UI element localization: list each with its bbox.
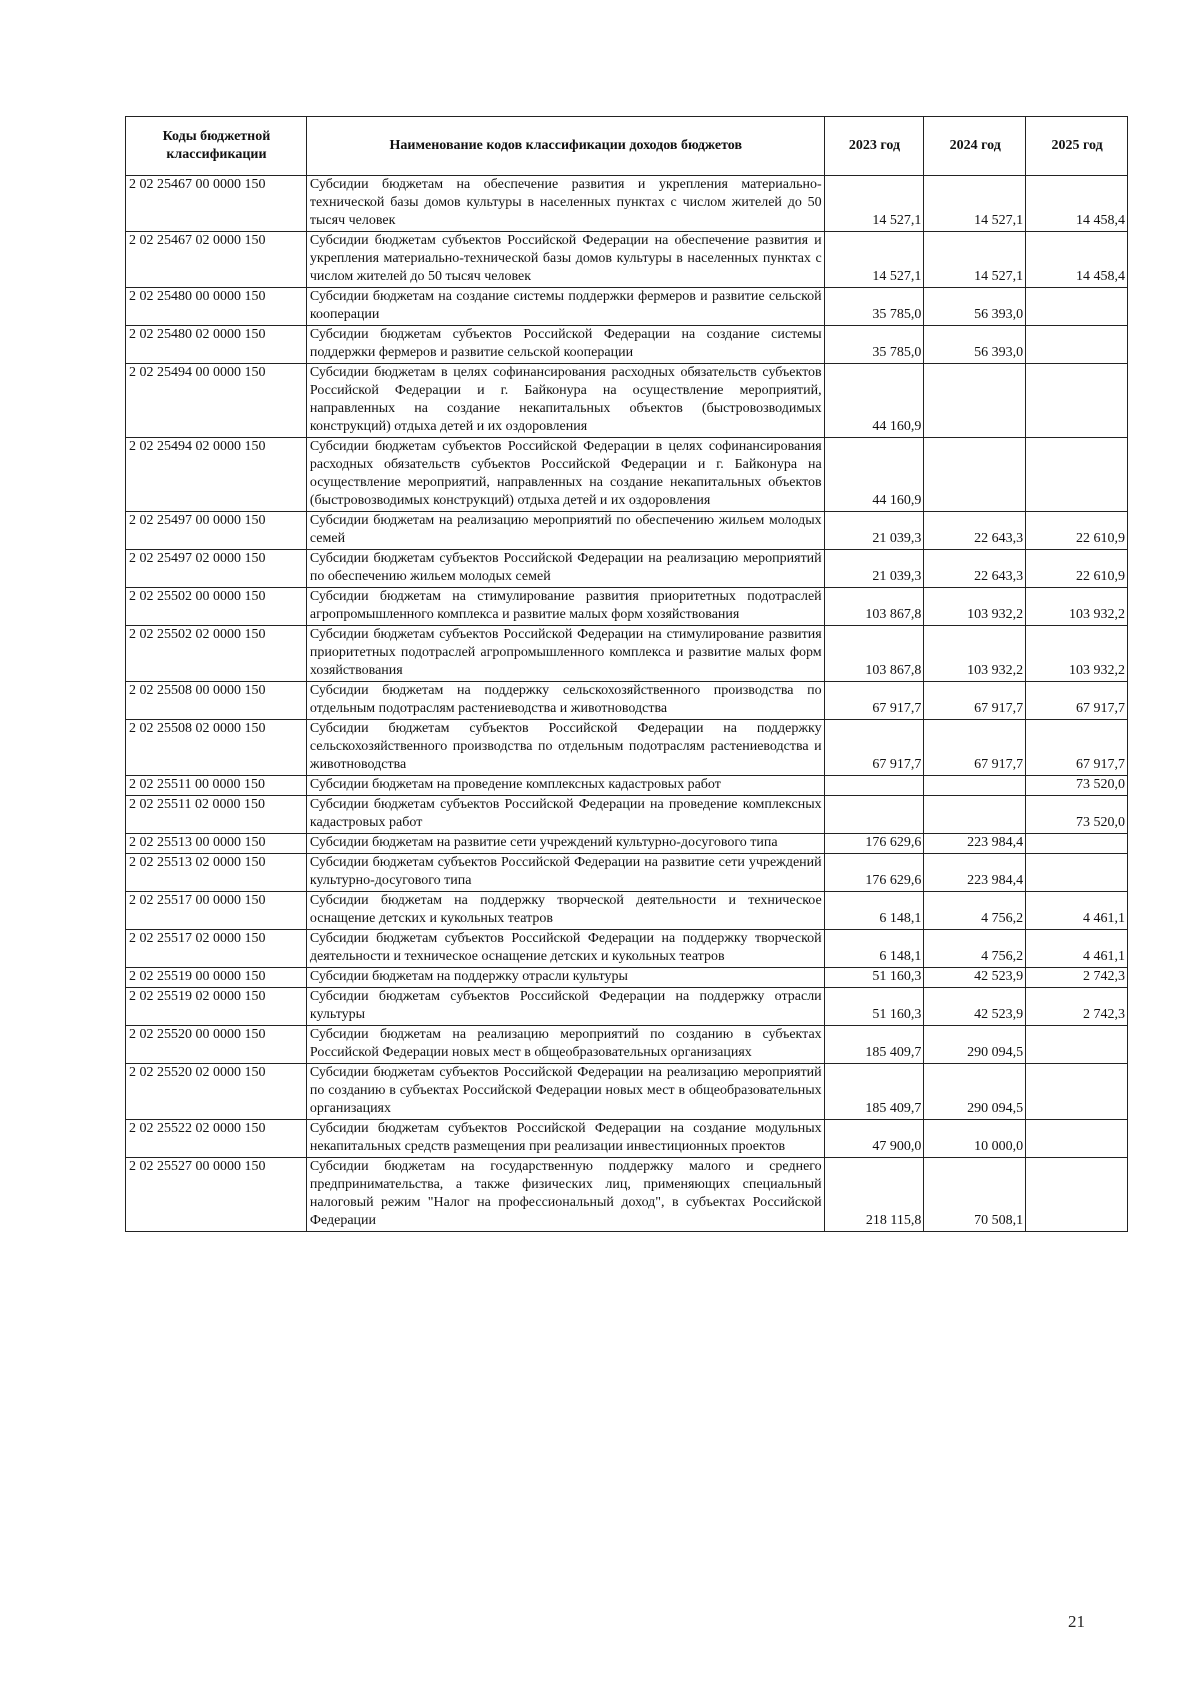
cell-code: 2 02 25502 02 0000 150 <box>126 626 307 682</box>
cell-name: Субсидии бюджетам на поддержку сельскохозяйственного производства по отдельным подотраслям растениеводства и животноводства <box>306 682 824 720</box>
cell-2023: 47 900,0 <box>824 1120 924 1158</box>
table-row <box>126 834 1128 854</box>
cell-code: 2 02 25517 00 0000 150 <box>126 892 307 930</box>
cell-2025 <box>1026 288 1128 326</box>
header-2023: 2023 год <box>824 117 924 176</box>
cell-code: 2 02 25494 00 0000 150 <box>126 364 307 438</box>
cell-2023: 6 148,1 <box>824 930 924 968</box>
cell-2024: 70 508,1 <box>924 1158 1026 1232</box>
cell-name: Субсидии бюджетам субъектов Российской Федерации на обеспечение развития и укрепления материально-технической базы домов культуры в населенных пунктах с числом жителей до 50 тысяч человек <box>306 232 824 288</box>
cell-2025: 4 461,1 <box>1026 892 1128 930</box>
cell-name: Субсидии бюджетам на государственную поддержку малого и среднего предпринимательства, а также физических лиц, применяющих специальный налоговый режим "Налог на профессиональный доход", в субъектах Российской Федерации <box>306 1158 824 1232</box>
table-row <box>126 968 1128 988</box>
cell-2025: 2 742,3 <box>1026 968 1128 988</box>
cell-2025 <box>1026 326 1128 364</box>
cell-2025 <box>1026 834 1128 854</box>
table-row <box>126 438 1128 512</box>
cell-2025: 4 461,1 <box>1026 930 1128 968</box>
cell-2023 <box>824 776 924 796</box>
cell-2025: 67 917,7 <box>1026 720 1128 776</box>
cell-2023: 176 629,6 <box>824 854 924 892</box>
cell-2024: 223 984,4 <box>924 834 1026 854</box>
table-row <box>126 930 1128 968</box>
cell-2024 <box>924 796 1026 834</box>
cell-code: 2 02 25497 02 0000 150 <box>126 550 307 588</box>
cell-2023: 67 917,7 <box>824 682 924 720</box>
cell-code: 2 02 25508 02 0000 150 <box>126 720 307 776</box>
cell-code: 2 02 25513 00 0000 150 <box>126 834 307 854</box>
cell-code: 2 02 25480 00 0000 150 <box>126 288 307 326</box>
header-code: Коды бюджетной классификации <box>126 117 307 176</box>
header-2025: 2025 год <box>1026 117 1128 176</box>
cell-name: Субсидии бюджетам субъектов Российской Федерации на создание системы поддержки фермеров и развитие сельской кооперации <box>306 326 824 364</box>
cell-2025: 73 520,0 <box>1026 776 1128 796</box>
cell-2025: 14 458,4 <box>1026 232 1128 288</box>
cell-2025 <box>1026 438 1128 512</box>
cell-2023: 176 629,6 <box>824 834 924 854</box>
cell-2024: 42 523,9 <box>924 988 1026 1026</box>
cell-2023: 67 917,7 <box>824 720 924 776</box>
cell-2025 <box>1026 364 1128 438</box>
cell-2025 <box>1026 1120 1128 1158</box>
cell-2025: 103 932,2 <box>1026 588 1128 626</box>
cell-name: Субсидии бюджетам на реализацию мероприятий по созданию в субъектах Российской Федерации новых мест в общеобразовательных организациях <box>306 1026 824 1064</box>
cell-name: Субсидии бюджетам субъектов Российской Федерации на поддержку творческой деятельности и техническое оснащение детских и кукольных театров <box>306 930 824 968</box>
cell-2023: 35 785,0 <box>824 326 924 364</box>
cell-code: 2 02 25517 02 0000 150 <box>126 930 307 968</box>
cell-2023: 44 160,9 <box>824 364 924 438</box>
table-row <box>126 1120 1128 1158</box>
table-row <box>126 776 1128 796</box>
cell-2023: 35 785,0 <box>824 288 924 326</box>
cell-2023: 21 039,3 <box>824 512 924 550</box>
cell-2025: 67 917,7 <box>1026 682 1128 720</box>
cell-code: 2 02 25513 02 0000 150 <box>126 854 307 892</box>
cell-2024 <box>924 776 1026 796</box>
cell-2024: 290 094,5 <box>924 1064 1026 1120</box>
cell-2023: 185 409,7 <box>824 1064 924 1120</box>
cell-2023: 21 039,3 <box>824 550 924 588</box>
cell-2023: 14 527,1 <box>824 176 924 232</box>
cell-name: Субсидии бюджетам субъектов Российской Федерации на стимулирование развития приоритетных подотраслей агропромышленного комплекса и развитие малых форм хозяйствования <box>306 626 824 682</box>
cell-2025 <box>1026 1064 1128 1120</box>
table-row <box>126 232 1128 288</box>
table-row <box>126 1158 1128 1232</box>
cell-2024: 14 527,1 <box>924 232 1026 288</box>
cell-name: Субсидии бюджетам субъектов Российской Федерации на реализацию мероприятий по обеспечению жильем молодых семей <box>306 550 824 588</box>
cell-code: 2 02 25494 02 0000 150 <box>126 438 307 512</box>
cell-2023: 51 160,3 <box>824 968 924 988</box>
cell-2025: 2 742,3 <box>1026 988 1128 1026</box>
cell-code: 2 02 25480 02 0000 150 <box>126 326 307 364</box>
cell-name: Субсидии бюджетам субъектов Российской Федерации на поддержку сельскохозяйственного производства по отдельным подотраслям растениеводства и животноводства <box>306 720 824 776</box>
table-body <box>126 176 1128 1232</box>
cell-name: Субсидии бюджетам субъектов Российской Федерации в целях софинансирования расходных обязательств субъектов Российской Федерации и г. Байконура на осуществление мероприятий, направленных на создание некапитальных объектов (быстровозводимых конструкций) отдыха детей и их оздоровления <box>306 438 824 512</box>
cell-code: 2 02 25511 02 0000 150 <box>126 796 307 834</box>
cell-2025: 14 458,4 <box>1026 176 1128 232</box>
cell-2023: 103 867,8 <box>824 588 924 626</box>
table-row <box>126 796 1128 834</box>
header-name: Наименование кодов классификации доходов бюджетов <box>306 117 824 176</box>
cell-name: Субсидии бюджетам на поддержку творческой деятельности и техническое оснащение детских и кукольных театров <box>306 892 824 930</box>
cell-name: Субсидии бюджетам на поддержку отрасли культуры <box>306 968 824 988</box>
cell-code: 2 02 25497 00 0000 150 <box>126 512 307 550</box>
cell-2025: 103 932,2 <box>1026 626 1128 682</box>
cell-2023: 103 867,8 <box>824 626 924 682</box>
cell-2024 <box>924 364 1026 438</box>
table-row <box>126 1064 1128 1120</box>
cell-2023: 14 527,1 <box>824 232 924 288</box>
cell-code: 2 02 25520 02 0000 150 <box>126 1064 307 1120</box>
cell-2023 <box>824 796 924 834</box>
cell-2023: 51 160,3 <box>824 988 924 1026</box>
table-row <box>126 854 1128 892</box>
cell-2025: 22 610,9 <box>1026 512 1128 550</box>
cell-2025 <box>1026 854 1128 892</box>
cell-2024: 223 984,4 <box>924 854 1026 892</box>
cell-2025 <box>1026 1026 1128 1064</box>
table-row <box>126 326 1128 364</box>
table-row <box>126 1026 1128 1064</box>
cell-2023: 44 160,9 <box>824 438 924 512</box>
cell-code: 2 02 25467 00 0000 150 <box>126 176 307 232</box>
cell-2024: 67 917,7 <box>924 720 1026 776</box>
cell-2023: 6 148,1 <box>824 892 924 930</box>
cell-2024: 56 393,0 <box>924 326 1026 364</box>
table-row <box>126 892 1128 930</box>
cell-2025: 22 610,9 <box>1026 550 1128 588</box>
table-row <box>126 626 1128 682</box>
page-number: 21 <box>1068 1612 1085 1631</box>
cell-2024: 67 917,7 <box>924 682 1026 720</box>
cell-2025 <box>1026 1158 1128 1232</box>
cell-2024: 4 756,2 <box>924 930 1026 968</box>
header-2024: 2024 год <box>924 117 1026 176</box>
cell-2024: 14 527,1 <box>924 176 1026 232</box>
cell-2024: 10 000,0 <box>924 1120 1026 1158</box>
cell-2024: 4 756,2 <box>924 892 1026 930</box>
cell-name: Субсидии бюджетам на проведение комплексных кадастровых работ <box>306 776 824 796</box>
cell-code: 2 02 25522 02 0000 150 <box>126 1120 307 1158</box>
cell-2024: 103 932,2 <box>924 626 1026 682</box>
cell-code: 2 02 25502 00 0000 150 <box>126 588 307 626</box>
cell-code: 2 02 25519 02 0000 150 <box>126 988 307 1026</box>
cell-2024 <box>924 438 1026 512</box>
budget-classification-table <box>125 116 1128 1232</box>
cell-name: Субсидии бюджетам на развитие сети учреждений культурно-досугового типа <box>306 834 824 854</box>
table-row <box>126 512 1128 550</box>
cell-2024: 22 643,3 <box>924 512 1026 550</box>
cell-2023: 185 409,7 <box>824 1026 924 1064</box>
cell-code: 2 02 25467 02 0000 150 <box>126 232 307 288</box>
table-row <box>126 550 1128 588</box>
cell-2024: 103 932,2 <box>924 588 1026 626</box>
cell-name: Субсидии бюджетам на создание системы поддержки фермеров и развитие сельской кооперации <box>306 288 824 326</box>
table-row <box>126 364 1128 438</box>
table-row <box>126 682 1128 720</box>
table-row <box>126 176 1128 232</box>
cell-name: Субсидии бюджетам субъектов Российской Федерации на развитие сети учреждений культурно-досугового типа <box>306 854 824 892</box>
cell-name: Субсидии бюджетам на реализацию мероприятий по обеспечению жильем молодых семей <box>306 512 824 550</box>
cell-name: Субсидии бюджетам субъектов Российской Федерации на поддержку отрасли культуры <box>306 988 824 1026</box>
cell-name: Субсидии бюджетам субъектов Российской Федерации на реализацию мероприятий по созданию в субъектах Российской Федерации новых мест в общеобразовательных организациях <box>306 1064 824 1120</box>
cell-name: Субсидии бюджетам субъектов Российской Федерации на создание модульных некапитальных средств размещения при реализации инвестиционных проектов <box>306 1120 824 1158</box>
cell-code: 2 02 25527 00 0000 150 <box>126 1158 307 1232</box>
cell-2025: 73 520,0 <box>1026 796 1128 834</box>
cell-name: Субсидии бюджетам на обеспечение развития и укрепления материально-технической базы домов культуры в населенных пунктах с числом жителей до 50 тысяч человек <box>306 176 824 232</box>
table-row <box>126 988 1128 1026</box>
table-row <box>126 720 1128 776</box>
cell-code: 2 02 25511 00 0000 150 <box>126 776 307 796</box>
cell-code: 2 02 25520 00 0000 150 <box>126 1026 307 1064</box>
cell-2024: 56 393,0 <box>924 288 1026 326</box>
table-row <box>126 288 1128 326</box>
cell-name: Субсидии бюджетам в целях софинансирования расходных обязательств субъектов Российской Федерации и г. Байконура на осуществление мероприятий, направленных на создание некапитальных объектов (быстровозводимых конструкций) отдыха детей и их оздоровления <box>306 364 824 438</box>
cell-name: Субсидии бюджетам субъектов Российской Федерации на проведение комплексных кадастровых работ <box>306 796 824 834</box>
cell-name: Субсидии бюджетам на стимулирование развития приоритетных подотраслей агропромышленного комплекса и развитие малых форм хозяйствования <box>306 588 824 626</box>
cell-2024: 290 094,5 <box>924 1026 1026 1064</box>
cell-code: 2 02 25508 00 0000 150 <box>126 682 307 720</box>
table-header-row <box>126 117 1128 176</box>
cell-code: 2 02 25519 00 0000 150 <box>126 968 307 988</box>
cell-2024: 22 643,3 <box>924 550 1026 588</box>
cell-2023: 218 115,8 <box>824 1158 924 1232</box>
cell-2024: 42 523,9 <box>924 968 1026 988</box>
table-row <box>126 588 1128 626</box>
